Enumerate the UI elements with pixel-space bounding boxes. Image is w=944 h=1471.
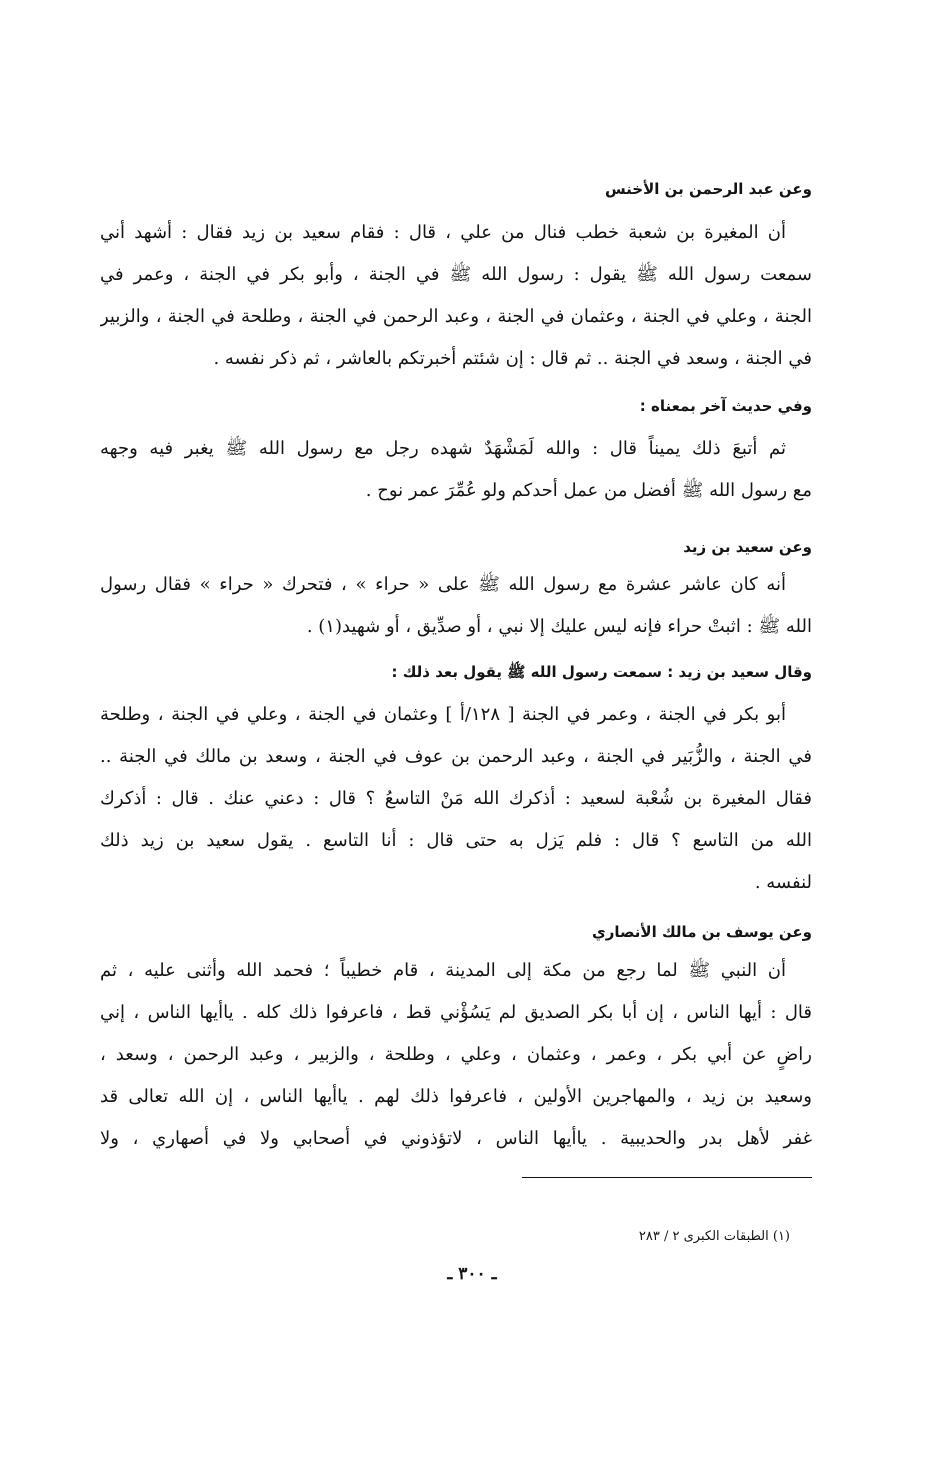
text-line: ثم أتبعَ ذلك يميناً قال : والله لَمَشْهَدٌ شهده رجل مع رسول الله ﷺ يغبر فيه وجهه <box>100 438 786 459</box>
paragraph <box>100 428 812 512</box>
text-line: أن المغيرة بن شعبة خطب فنال من علي ، قال : فقام سعيد بن زيد فقال : أشهد أني <box>100 222 786 243</box>
footnote-separator <box>522 1177 812 1178</box>
text-line: الله ﷺ : اثبتْ حراء فإنه ليس عليك إلا نبي ، أو صدِّيق ، أو شهيد(١) . <box>306 616 812 637</box>
text-line: قال : أيها الناس ، إن أبا بكر الصديق لم يَسُؤْني قط ، فاعرفوا ذلك كله . ياأيها الناس ، إني <box>100 1002 812 1023</box>
section-heading: وعن عبد الرحمن بن الأخنس <box>604 180 812 198</box>
section-heading: وفي حديث آخر بمعناه : <box>639 397 812 415</box>
page-number: ـ ٣٠٠ ـ <box>447 1264 497 1284</box>
paragraph <box>100 694 812 904</box>
text-line: في الجنة ، والزُّبَير في الجنة ، وعبد الرحمن بن عوف في الجنة ، وسعد بن مالك في الجنة .. <box>100 746 812 767</box>
text-line: الجنة ، وعلي في الجنة ، وعثمان في الجنة ، وعبد الرحمن في الجنة ، وطلحة في الجنة ، والزبير <box>100 306 812 327</box>
text-line: فقال المغيرة بن شُعْبة لسعيد : أذكرك الله مَنْ التاسعُ ؟ قال : دعني عنك . قال : أذكرك <box>100 788 812 809</box>
paragraph <box>100 950 812 1160</box>
section-heading: وعن يوسف بن مالك الأنصاري <box>592 923 812 941</box>
text-line: الله من التاسع ؟ قال : فلم يَزل به حتى قال : أنا التاسع . يقول سعيد بن زيد ذلك <box>100 830 812 851</box>
text-line: أبو بكر في الجنة ، وعمر في الجنة [ ١٢٨/أ ] وعثمان في الجنة ، وعلي في الجنة ، وطلحة <box>100 704 786 725</box>
text-line: أن النبي ﷺ لما رجع من مكة إلى المدينة ، قام خطيباً ؛ فحمد الله وأثنى عليه ، ثم <box>100 960 786 981</box>
text-line: في الجنة ، وسعد في الجنة .. ثم قال : إن شئتم أخبرتكم بالعاشر ، ثم ذكر نفسه . <box>213 348 812 369</box>
text-line: وسعيد بن زيد ، والمهاجرين الأولين ، فاعرفوا ذلك لهم . ياأيها الناس ، إن الله تعالى قد <box>100 1086 812 1107</box>
paragraph <box>100 212 812 380</box>
text-line: مع رسول الله ﷺ أفضل من عمل أحدكم ولو عُمِّرَ عمر نوح . <box>365 480 812 501</box>
text-line: راضٍ عن أبي بكر ، وعمر ، وعثمان ، وعلي ، وطلحة ، والزبير ، وعبد الرحمن ، وسعد ، <box>100 1044 812 1065</box>
section-heading: وقال سعيد بن زيد : سمعت رسول الله ﷺ يقول بعد ذلك : <box>391 663 812 681</box>
text-line: سمعت رسول الله ﷺ يقول : رسول الله ﷺ في الجنة ، وأبو بكر في الجنة ، وعمر في <box>100 264 812 285</box>
section-heading: وعن سعيد بن زيد <box>683 538 812 556</box>
footnote: (١) الطبقات الكبرى ٢ / ٢٨٣ <box>638 1229 790 1244</box>
text-line: غفر لأهل بدر والحديبية . ياأيها الناس ، لاتؤذوني في أصحابي ولا في أصهاري ، ولا <box>100 1128 812 1149</box>
text-line: أنه كان عاشر عشرة مع رسول الله ﷺ على « حراء » ، فتحرك « حراء » فقال رسول <box>100 574 786 595</box>
paragraph <box>100 564 812 648</box>
text-line: لنفسه . <box>754 872 812 893</box>
